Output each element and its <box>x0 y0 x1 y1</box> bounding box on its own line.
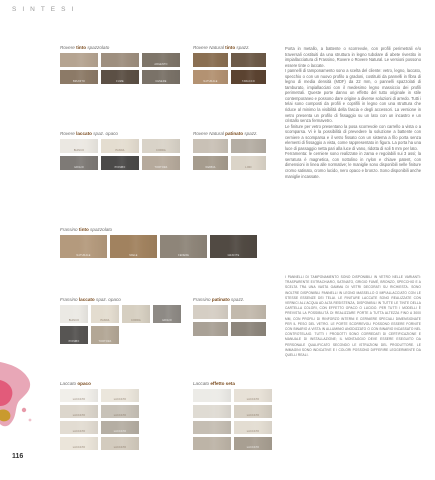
finish-swatch <box>60 235 107 258</box>
swatch-code: TABACCO <box>242 80 255 83</box>
label-prefix: Frassino <box>193 297 212 302</box>
finish-swatch <box>91 326 119 344</box>
label-finish: effetto seta <box>210 381 235 386</box>
page-number: 116 <box>12 453 24 460</box>
swatch-code: CORDA <box>156 149 166 152</box>
finish-swatch <box>160 235 207 258</box>
swatch-code: GRAFITE <box>227 254 240 257</box>
swatch-code: PANNA <box>100 319 110 322</box>
label-suffix: spazz. <box>229 297 245 302</box>
finish-swatch <box>101 421 139 434</box>
finish-swatch <box>231 70 266 84</box>
finish-swatch <box>60 405 98 418</box>
swatch-code: NATURALE <box>203 80 218 83</box>
swatch-code: BIANCO <box>73 149 85 152</box>
label-finish: laccato <box>78 297 95 302</box>
finish-swatch <box>193 305 228 319</box>
label-finish: patinato <box>225 131 244 136</box>
finish-swatch <box>122 305 150 323</box>
finish-swatch <box>101 53 139 67</box>
finish-swatch <box>101 156 139 170</box>
label-prefix: Rovere Natural <box>193 45 226 50</box>
finish-group-label <box>60 227 257 233</box>
swatch-code: LACCATO <box>246 446 260 449</box>
finish-swatch <box>101 437 139 450</box>
finish-group-g4 <box>193 131 266 170</box>
label-suffix: spaz. opaco <box>91 131 118 136</box>
finish-group-g2 <box>193 45 266 84</box>
finish-swatch <box>60 421 98 434</box>
label-suffix: spazz. <box>235 45 250 50</box>
finish-swatch <box>60 437 98 450</box>
swatch-code: BIANCO <box>68 319 80 322</box>
swatch-code: TORTORA <box>154 166 168 169</box>
finish-swatch <box>234 405 272 418</box>
finish-swatch <box>193 53 228 67</box>
swatch-code: ARGENTO <box>154 63 168 66</box>
technical-notes: I PANNELLI DI TAMPONAMENTO SONO DISPONIBILI IN VETRO NELLE VARIANTI: TRASPARENTE EXTRACHIARO, SATINATO, GRIGIO FUMÉ, BRONZO, SPECCHIO E A SCELTA TRA UNA VASTA GAMMA DI VETRI DECORATI SU RICHIESTA. SONO INOLTRE DISPONIBILI PANNELLI IN LEGNO MASSELLO O IMPIALLACCIATO CON LE STESSE ESSENZE DEI TELAI. LE FINITURE LACCATE SONO REALIZZATE CON VERNICI ALL'ACQUA AD ALTA RESISTENZA, DISPONIBILI IN TUTTE LE TINTE DELLA CARTELLA COLORI, CON EFFETTO OPACO O LUCIDO. PER TUTTI I MODELLI È PREVISTA LA POSSIBILITÀ DI REALIZZARE PORTE A TUTTA ALTEZZA FINO A 3000 MM, CON PROFILI DI RINFORZO INTERNI E CERNIERE SPECIALI DIMENSIONATE PER IL PESO DEL VETRO. LE PORTE SCORREVOLI POSSONO ESSERE FORNITE CON BINARIO A VISTA IN ALLUMINIO ANODIZZATO O CON BINARIO INCASSATO NEL CONTROTELAIO. TUTTI I PRODOTTI SONO CORREDATI DI CERTIFICAZIONE E MANUALE DI INSTALLAZIONE; IL MONTAGGIO DEVE ESSERE ESEGUITO DA PERSONALE QUALIFICATO SECONDO LE ISTRUZIONI DEL PRODUTTORE. LE IMMAGINI SONO INDICATIVE E I COLORI POSSONO DIFFERIRE LEGGERMENTE DA QUELLI REALI. <box>285 275 421 358</box>
label-finish: tinto <box>225 45 236 50</box>
finish-swatch <box>234 421 272 434</box>
finish-group-label <box>193 381 272 387</box>
finish-group-label <box>60 131 180 137</box>
finish-swatch <box>231 322 266 336</box>
label-suffix: spazz. <box>243 131 258 136</box>
finish-group-label <box>60 297 181 303</box>
swatch-code: LACCATO <box>72 414 86 417</box>
finish-swatch <box>234 389 272 402</box>
finish-group-g3 <box>60 131 180 170</box>
label-suffix: spazzolato <box>86 45 110 50</box>
finish-group-label <box>193 297 266 303</box>
label-finish: patinato <box>211 297 230 302</box>
label-prefix: Frassino <box>60 227 79 232</box>
swatch-code: LACCATO <box>113 430 127 433</box>
swatch-code: LACCATO <box>113 446 127 449</box>
section-title: SINTESI <box>12 6 80 13</box>
finish-group-label <box>60 381 139 387</box>
finish-swatch <box>210 235 257 258</box>
finish-group-g9 <box>193 381 272 450</box>
finish-swatch <box>101 405 139 418</box>
swatch-code: TORTORA <box>98 340 112 343</box>
label-prefix: Rovere Natural <box>193 131 226 136</box>
finish-swatch <box>142 70 180 84</box>
finish-group-g7 <box>193 297 266 336</box>
finish-swatch <box>60 326 88 344</box>
finish-swatch <box>101 139 139 153</box>
finish-swatch <box>193 405 231 418</box>
label-prefix: Frassino <box>60 297 79 302</box>
label-finish: laccato <box>76 131 92 136</box>
label-finish: opaco <box>77 381 91 386</box>
finish-swatch <box>60 139 98 153</box>
label-prefix: Rovere <box>60 45 77 50</box>
finish-group-label <box>193 131 266 137</box>
swatch-code: GRIGIO <box>74 166 84 169</box>
swatch-code: PIOMBO <box>114 166 126 169</box>
finish-group-g1 <box>60 45 180 84</box>
finish-swatch <box>142 156 180 170</box>
paint-splash-decoration <box>0 360 36 430</box>
swatch-code: LACCATO <box>72 398 86 401</box>
swatch-code: FUMÉ <box>116 80 124 83</box>
finish-swatch <box>231 53 266 67</box>
label-prefix: Laccato <box>193 381 211 386</box>
body-text: Porta in metallo, a battente o scorrevole, con profili perimetrali e/o traversali costituiti da una struttura in legno tubolare di abete rivestito in impiallacciatura di Frassino, Rovere o Rovere Natural. Le versioni possono essere tinte o laccate. I pannelli di tamponamento sono a scelta del cliente: vetro, legno, laccato, specchio o con un nuovo profilo a gradoni, costituiti da pannelli in fibra di legno di media densità (MDF) da 22 mm, o pannelli spazzolati di tamburato, impiallacciati con il medesimo legno massiccio dei profili perimetrali. Queste porte danno un effetto del tutto originale in stile contemporaneo e possono dare origine a diverse soluzioni di arredo. Tutti i telai sono composti da profili e coprifili in legno con una struttura che riduce al minimo la visibilità della fascia e degli accessori. La versione in vetro presenta un profilo di fissaggio su un lato con un incastro e un cristallo senza fermavetro. Le finiture per vetro presentano la posa scorrevole con carrello a vista o a scomparsa. Vi è la possibilità di prevedere la soluzione a battente con cerniere a scomparsa e il vetro fissato con un sistema a filo porta senza elementi di fissaggio a vista, come rappresentato in figura. La porta ha una luce di passaggio netta pari alla luce di vano, ridotta di soli 5 mm per lato. Ferramenta: le cerniere sono realizzate in zama e regolabili sui 3 assi; la serratura è magnetica, con nottolino in nylon e chiave patent, con dimensioni in linea alle normative; le maniglie sono disponibili nelle finiture cromo satinato, cromo lucido, nero opaco e bronzo. Sono disponibili anche maniglie incassate. <box>285 46 421 179</box>
finish-swatch <box>91 305 119 323</box>
swatch-code: PANNA <box>115 149 125 152</box>
swatch-code: LACCATO <box>246 398 260 401</box>
finish-swatch <box>231 139 266 153</box>
label-prefix: Laccato <box>60 381 78 386</box>
finish-swatch <box>60 389 98 402</box>
swatch-code: PIOMBO <box>68 340 80 343</box>
finish-swatch <box>231 305 266 319</box>
finish-swatch <box>110 235 157 258</box>
label-finish: tinto <box>76 45 87 50</box>
finish-swatch <box>193 139 228 153</box>
swatch-code: NATURALE <box>76 254 91 257</box>
swatch-code: CENERE <box>155 80 167 83</box>
swatch-code: LACCATO <box>246 414 260 417</box>
swatch-code: LACCATO <box>72 446 86 449</box>
finish-swatch <box>142 53 180 67</box>
swatch-code: LACCATO <box>113 398 127 401</box>
finish-swatch <box>60 156 98 170</box>
finish-swatch <box>234 437 272 450</box>
finish-swatch <box>60 305 88 323</box>
finish-swatch <box>193 421 231 434</box>
finish-swatch <box>142 139 180 153</box>
finish-swatch <box>193 70 228 84</box>
swatch-code: LACCATO <box>246 430 260 433</box>
finish-swatch <box>193 437 231 450</box>
finish-swatch <box>153 305 181 323</box>
label-prefix: Rovere <box>60 131 77 136</box>
label-finish: tinto <box>78 227 89 232</box>
swatch-code: MIELE <box>129 254 138 257</box>
finish-swatch <box>101 389 139 402</box>
swatch-code: NEBBIA <box>205 166 216 169</box>
label-suffix: spaz. opaco <box>94 297 121 302</box>
finish-group-label <box>60 45 180 51</box>
swatch-code: GRIGIO <box>162 319 172 322</box>
swatch-code: BRUNITO <box>72 80 86 83</box>
swatch-code: LINO <box>245 166 252 169</box>
finish-swatch <box>101 70 139 84</box>
finish-swatch <box>60 70 98 84</box>
finish-swatch <box>193 156 228 170</box>
swatch-code: CORDA <box>131 319 141 322</box>
finish-swatch <box>193 322 228 336</box>
swatch-code: LACCATO <box>113 414 127 417</box>
label-suffix: spazzolato <box>88 227 113 232</box>
finish-group-label <box>193 45 266 51</box>
finish-group-g8 <box>60 381 139 450</box>
finish-swatch <box>193 389 231 402</box>
finish-group-g5 <box>60 227 257 258</box>
finish-swatch <box>231 156 266 170</box>
swatch-code: LACCATO <box>72 430 86 433</box>
swatch-code: CENERE <box>177 254 190 257</box>
finish-group-g6 <box>60 297 181 344</box>
finish-swatch <box>60 53 98 67</box>
